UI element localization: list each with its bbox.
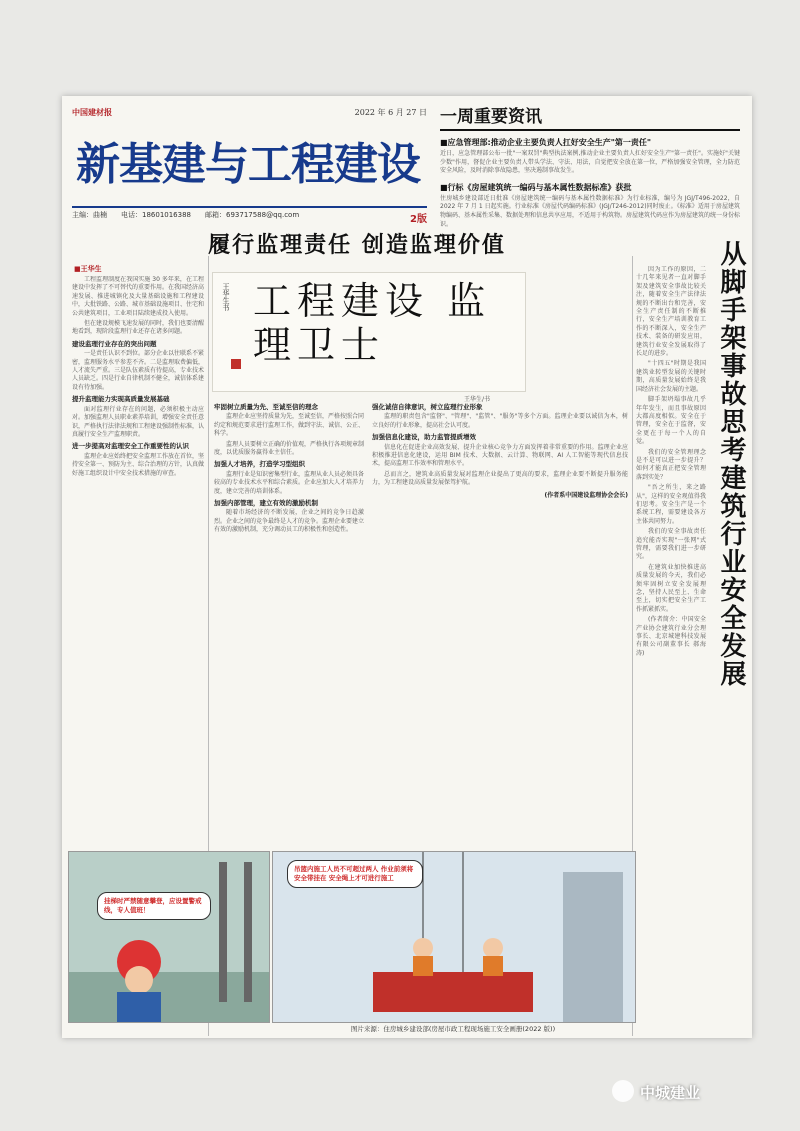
side-article-body xyxy=(636,266,706,1026)
subheading: 建设监理行业存在的突出问题 xyxy=(72,339,157,348)
weekly-news-title: 一周重要资讯 xyxy=(440,102,740,131)
paragraph: 在建筑业加快推进高质量发展的今天，我们必须牢固树立安全发展理念，坚持人民至上、生命至上，切实把安全生产工作抓紧抓实。 xyxy=(636,563,706,613)
news-item-body: 住房城乡建设部近日批准《房屋建筑统一编码与基本属性数据标准》为行业标准，编号为 JGJ/T496-2022，自 2022 年 7 月 1 日起实施。行业标准《房屋代码编码标准》(JGJ/T246-2012)同时废止。《标准》适用于房屋建筑物编码、基本属性采集、数据处理和信息共享应用，不适用于构筑物。房屋建筑代码应作为房屋建筑的统一身份标识。 xyxy=(440,194,741,228)
news-item xyxy=(440,137,740,176)
paragraph: 信息化在促进企业高效发展、提升企业核心竞争力方面发挥着非常重要的作用。监理企业应积极推进信息化建设，运用 BIM 技术、大数据、云计算、物联网、AI 人工智能等现代信息技术，提高监理工作效率和管理水平。 xyxy=(372,443,628,468)
safety-comic-left xyxy=(68,851,270,1023)
article-column-2 xyxy=(214,400,364,844)
paragraph: 总而言之，建筑业高质量发展对监理企业提出了更高的要求，监理企业要不断提升服务能力，为工程建设高质量发展保驾护航。 xyxy=(372,470,628,487)
calligraphy-signature: 王华生书 xyxy=(222,283,230,311)
worker-illustration xyxy=(69,852,269,1022)
wechat-icon xyxy=(612,1080,634,1102)
calligraphy-text: 工程建设 监理卫士 xyxy=(253,279,492,367)
article-author-note: (作者系中国建设监理协会会长) xyxy=(544,491,628,499)
paragraph: 我们的安全管理理念是不是可以进一步提升？如何才能真正把安全管理落到实处？ xyxy=(636,448,706,481)
paragraph: "吾之所生，来之路从"，这样的安全观值得我们思考。安全生产是一个系统工程，需要建设各方主体共同努力。 xyxy=(636,484,706,525)
subheading: 进一步提高对监理安全工作重要性的认识 xyxy=(72,442,189,451)
paragraph: 监理企业应坚持质量为先，至诚至信，严格按照合同约定和规范要求进行监理工作，做到守法、诚信、公正、科学。 xyxy=(214,413,364,438)
news-item xyxy=(440,182,740,229)
paragraph: 随着市场经济的不断发展，企业之间的竞争日趋激烈。企业之间的竞争最终是人才的竞争。监理企业要建立有效的激励机制，充分调动员工的积极性和创造性。 xyxy=(214,509,364,534)
paragraph: "十四五"时期是我国建筑业转型发展的关键时期，高质量发展始终是我国经济社会发展的主题。 xyxy=(636,360,706,393)
article-column-1 xyxy=(72,276,204,844)
masthead-top xyxy=(72,104,427,120)
paragraph: 工程监理制度在我国实施 30 多年来，在工程建设中发挥了不可替代的重要作用。在我国经济高速发展、推进城镇化及大量基础设施和工程建设中，大批铁路、公路、城市基础设施项目、住宅和公共建筑项目，工业项目陆续建成投入使用。 xyxy=(72,276,204,317)
paragraph: 监理企业应始终把安全监理工作放在首位，坚持安全第一、预防为主、综合治理的方针，认真做好施工组织设计中安全技术措施的审查。 xyxy=(72,452,204,477)
paragraph: 监理的职责包含"监督"、"管理"、"监管"、"服务"等多个方面。监理企业要以诚信为本，树立良好的行业形象，提高社会认可度。 xyxy=(372,413,628,429)
newspaper-page xyxy=(62,96,752,1038)
masthead-rule xyxy=(72,206,427,208)
article-column-3 xyxy=(372,400,628,844)
paragraph: 脚手架坍塌事故几乎年年发生，而且事故原因大都高度相似。安全在于管理，安全在于监督，安全更在于每一个人的自觉。 xyxy=(636,396,706,446)
edition-number: 2版 xyxy=(410,214,427,225)
editor-phone: 电话：18601016388 xyxy=(121,211,191,219)
article-headline: 履行监理责任 创造监理价值 xyxy=(208,232,506,258)
news-item-headline: ■行标《房屋建筑统一编码与基本属性数据标准》获批 xyxy=(440,182,632,192)
comic-caption: 图片来源：住房城乡建设部(房屋市政工程现场施工安全画册(2022 版)) xyxy=(350,1025,556,1033)
paragraph: 因为工作的原因，二十几年来见者一直对脚手架及建筑安全事故比较关注，随着安全生产法律法规的不断出台和完善，安全生产责任制的不断推行，安全生产培训教育工作的不断深入，安全生产技术、装备的研发应用，建筑行业安全发展取得了长足的进步。 xyxy=(636,266,706,358)
subheading: 提升监理能力实现高质量发展基础 xyxy=(72,395,170,404)
masthead xyxy=(72,104,427,244)
news-item-headline: ■应急管理部:推动企业主要负责人扛好安全生产"第一责任" xyxy=(440,138,652,147)
subheading: 加强内部管理，建立有效的激励机制 xyxy=(214,499,318,508)
paragraph: 但在建设规模飞速发展的同时，我们也要清醒地看到，现阶段监理行业还存在诸多问题。 xyxy=(72,320,204,336)
side-article-title: 从脚手架事故思考建筑行业安全发展 xyxy=(716,240,746,688)
newspaper-logo: 中国建材报 xyxy=(72,107,112,117)
article-byline: ■王华生 xyxy=(74,265,102,273)
subheading: 强化诚信自律意识，树立监理行业形象 xyxy=(372,403,483,411)
editor-email: 邮箱：693717588@qq.com xyxy=(205,211,300,219)
calligraphy-image xyxy=(212,272,526,392)
paragraph: 面对监理行业存在的问题，必须积极主动应对。加强监理人员职业素养培训，增强安全责任意识，严格执行法律法规和工程建设强制性标准，认真履行安全生产监理职责。 xyxy=(72,405,204,438)
subheading: 加强信息化建设，助力监管提质增效 xyxy=(372,433,476,442)
subheading: 牢固树立质量为先、至诚至信的理念 xyxy=(214,403,318,411)
paragraph: 一是责任认识不到位。部分企业以往联系不紧密，监理服务水平参差不齐。二是监理取费偏低，人才流失严重。三是队伍素质有待提高，专业技术人员缺乏。四是行业自律机制不健全，诚信体系建设有待加强。 xyxy=(72,350,204,391)
watermark: 中城建业 xyxy=(640,1084,701,1102)
masthead-meta xyxy=(72,210,427,225)
paragraph: 我们的安全事故责任追究能否实现"一张网"式管理，需要我们进一步研究。 xyxy=(636,528,706,561)
calligraphy-credit: 王华生/书 xyxy=(464,396,491,403)
editor-name: 主编：曲楠 xyxy=(72,211,107,219)
speech-bubble: 吊篮内施工人员不可超过两人 作业前须将安全带挂在 安全绳上才可进行施工 xyxy=(287,860,423,888)
side-article-author: (作者简介：中国安全产业协会建筑行业分会理事长、北京城建科技发展有限公司副董事长 郝海涛) xyxy=(636,616,706,657)
paragraph: 监理行业是知识密集型行业，监理从业人员必须具备较高的专业技术水平和综合素质。企业应加大人才培养力度，建立完善的培训体系。 xyxy=(214,470,364,495)
seal-stamp xyxy=(231,359,241,369)
news-item-body: 近日，应急管理部公布一批"一案双罚"典型执法案例,推动企业主要负责人扛好安全生产"第一责任"。实施好"关键少数"作用，督促企业主要负责人带头学法、守法、用法，自觉把安全放在第一位，严格加强安全管理，全力防范安全风险，及时消除事故隐患，坚决遏制事故发生。 xyxy=(440,150,740,175)
subheading: 加强人才培养，打造学习型组织 xyxy=(214,460,305,469)
speech-bubble: 挂梯时严禁随意攀登，应设置警戒线，专人值班！ xyxy=(97,892,211,920)
paragraph: 监理人员要树立正确的价值观，严格执行各项规章制度，以优质服务赢得业主信任。 xyxy=(214,440,364,457)
section-title: 新基建与工程建设 xyxy=(76,139,420,190)
safety-comic-right xyxy=(272,851,636,1023)
issue-date: 2022 年 6 月 27 日 xyxy=(354,107,427,117)
